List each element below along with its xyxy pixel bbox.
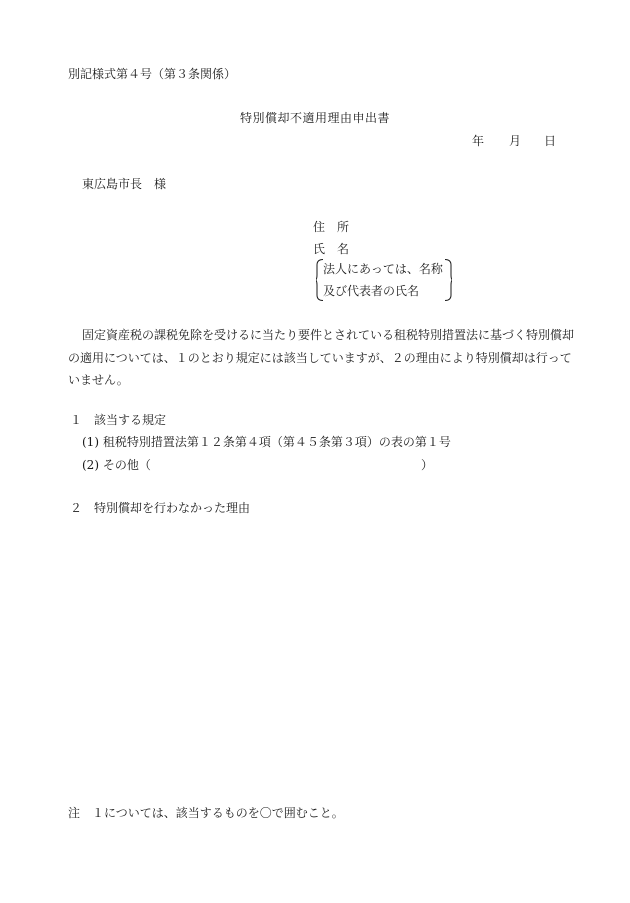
section2-heading: ２ 特別償却を行わなかった理由	[70, 501, 251, 515]
date-month-label: 月	[509, 134, 522, 148]
form-number: 別記様式第４号（第３条関係）	[68, 67, 237, 81]
document-title: 特別償却不適用理由申出書	[239, 111, 390, 125]
section1-heading: １ 該当する規定	[70, 413, 167, 427]
name-label: 氏 名	[313, 242, 350, 256]
corporate-note-line2: 及び代表者の氏名	[323, 284, 420, 298]
section1-item2: (2) その他（	[82, 458, 151, 472]
section1-item2-close: ）	[421, 458, 434, 472]
corporate-note-line1: 法人にあっては、名称	[323, 262, 443, 276]
address-label: 住 所	[313, 220, 350, 234]
section1-item1: (1) 租税特別措置法第１２条第４項（第４５条第３項）の表の第１号	[82, 435, 451, 449]
date-year-label: 年	[472, 134, 485, 148]
footnote: 注 １については、該当するものを〇で囲むこと。	[68, 806, 344, 820]
body-paragraph: 固定資産税の課税免除を受けるに当たり要件とされている租税特別措置法に基づく特別償却の適用については、１のとおり規定には該当していますが、２の理由により特別償却は行っていません。	[68, 328, 575, 387]
corporate-note	[316, 259, 452, 301]
addressee: 東広島市長 様	[82, 177, 167, 191]
date-day-label: 日	[544, 134, 557, 148]
